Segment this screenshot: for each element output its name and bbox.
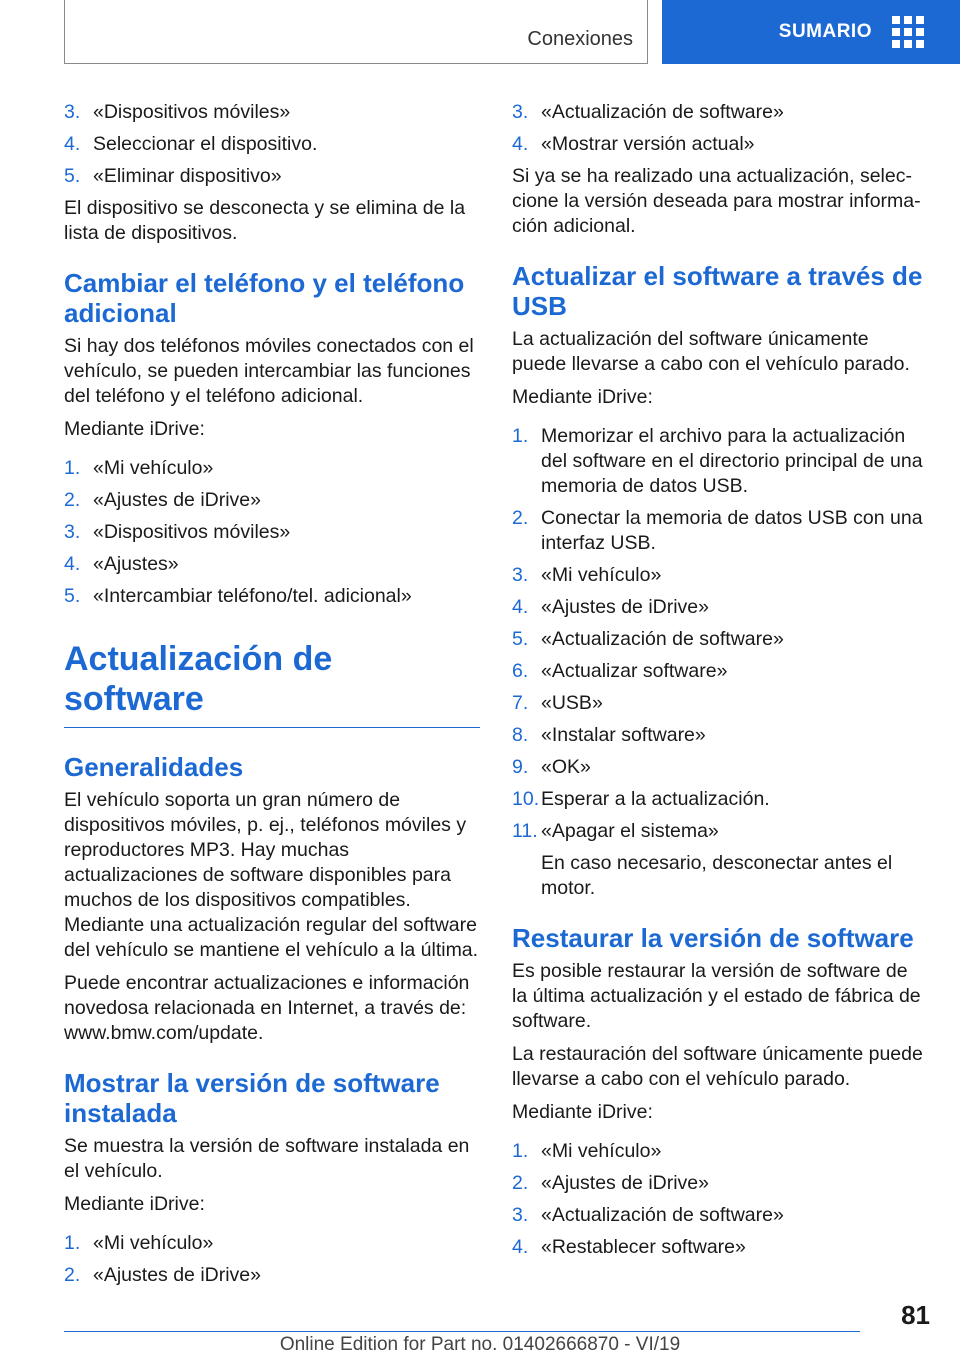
step-text: Conectar la memoria de datos USB con una interfaz USB. bbox=[541, 507, 923, 554]
step-text: Seleccionar el dispositivo. bbox=[93, 133, 318, 155]
step-number: 3. bbox=[64, 521, 81, 543]
left-column bbox=[64, 100, 480, 1295]
step-number: 11. bbox=[512, 820, 538, 842]
paragraph: La actualización del software únicamente puede llevarse a cabo con el vehículo parado. bbox=[512, 328, 910, 375]
list-item bbox=[64, 488, 480, 513]
paragraph: Mediante iDrive: bbox=[64, 418, 205, 440]
step-text: «Actualización de software» bbox=[541, 1204, 784, 1226]
list-item bbox=[512, 723, 928, 748]
step-text: «Dispositivos móviles» bbox=[93, 101, 291, 123]
sumario-label: SUMARIO bbox=[778, 21, 872, 42]
list-item bbox=[512, 627, 928, 652]
heading-mostrar-version: Mostrar la versión de software instalada bbox=[64, 1068, 440, 1128]
step-text: Memorizar el archivo para la actualización del software en el directorio principal de una memoria de datos USB. bbox=[541, 425, 923, 497]
step-number: 4. bbox=[64, 553, 81, 575]
list-item bbox=[512, 100, 928, 125]
step-number: 1. bbox=[64, 457, 81, 479]
paragraph: Si ya se ha realizado una actualización, seleccione la versión deseada para mostrar información adicional. bbox=[512, 165, 921, 237]
list-item bbox=[512, 1235, 928, 1260]
step-number: 7. bbox=[512, 692, 529, 714]
paragraph: Mediante iDrive: bbox=[512, 1101, 653, 1123]
step-text: «Restablecer software» bbox=[541, 1236, 746, 1258]
header-section-box bbox=[64, 0, 648, 64]
list-item bbox=[64, 132, 480, 157]
step-number: 5. bbox=[512, 628, 529, 650]
step-text: «Mi vehículo» bbox=[93, 1232, 214, 1254]
step-number: 4. bbox=[512, 1236, 529, 1258]
list-item bbox=[64, 552, 480, 577]
step-number: 4. bbox=[512, 133, 529, 155]
step-text: «Ajustes» bbox=[93, 553, 179, 575]
step-number: 4. bbox=[512, 596, 529, 618]
step-number: 6. bbox=[512, 660, 529, 682]
list-item bbox=[512, 787, 928, 812]
list-item bbox=[512, 1203, 928, 1228]
step-text: «Mostrar versión actual» bbox=[541, 133, 755, 155]
list-item bbox=[64, 1231, 480, 1256]
page-number: 81 bbox=[901, 1300, 930, 1330]
step-text: «Ajustes de iDrive» bbox=[541, 1172, 709, 1194]
list-item bbox=[512, 563, 928, 588]
list-item bbox=[64, 520, 480, 545]
list-item bbox=[512, 132, 928, 157]
heading-actualizar-usb: Actualizar el software a través de USB bbox=[512, 261, 923, 321]
sumario-button[interactable] bbox=[662, 0, 960, 64]
step-text: «Actualizar software» bbox=[541, 660, 728, 682]
list-item bbox=[64, 164, 480, 189]
step-number: 3. bbox=[512, 1204, 529, 1226]
list-item bbox=[64, 456, 480, 481]
step-text: «OK» bbox=[541, 756, 591, 778]
list-item bbox=[512, 819, 928, 844]
step-text: «Dispositivos móviles» bbox=[93, 521, 291, 543]
step-text: Esperar a la actualización. bbox=[541, 788, 770, 810]
step-text: «Ajustes de iDrive» bbox=[93, 489, 261, 511]
step-number: 1. bbox=[512, 1140, 529, 1162]
list-item bbox=[64, 100, 480, 125]
list-item bbox=[512, 506, 928, 556]
paragraph: Mediante iDrive: bbox=[512, 386, 653, 408]
step-number: 1. bbox=[512, 425, 529, 447]
step-number: 9. bbox=[512, 756, 529, 778]
step-text: «Actualización de software» bbox=[541, 628, 784, 650]
step-text: «Mi vehículo» bbox=[93, 457, 214, 479]
step-number: 8. bbox=[512, 724, 529, 746]
step-text: «Instalar software» bbox=[541, 724, 706, 746]
step-number: 1. bbox=[64, 1232, 81, 1254]
grid-menu-icon bbox=[892, 16, 924, 48]
list-item bbox=[512, 755, 928, 780]
paragraph: El vehículo soporta un gran número de dispositivos móviles, p. ej., teléfonos móviles y reproductores MP3. Hay muchas actualizaciones de software disponibles para muchos de los dispositivos compatibles. Mediante una actualización regular del software del vehículo se mantiene el vehículo a la última. bbox=[64, 789, 479, 961]
paragraph: El dispositivo se desconecta y se elimina de la lista de dispositivos. bbox=[64, 197, 466, 244]
step-number: 5. bbox=[64, 585, 81, 607]
step-text: «Actualización de software» bbox=[541, 101, 784, 123]
step-number: 2. bbox=[64, 1264, 81, 1286]
list-item bbox=[64, 584, 480, 609]
heading-actualizacion-software: Actualización de software bbox=[64, 639, 480, 728]
step-note: En caso necesario, desconectar antes el motor. bbox=[541, 852, 893, 899]
heading-cambiar-telefono: Cambiar el teléfono y el teléfono adicional bbox=[64, 268, 465, 328]
footer-divider bbox=[64, 1331, 860, 1332]
list-item bbox=[64, 1263, 480, 1288]
step-number: 5. bbox=[64, 165, 81, 187]
step-number: 10. bbox=[512, 788, 540, 810]
step-text: «USB» bbox=[541, 692, 603, 714]
list-item bbox=[512, 659, 928, 684]
list-item bbox=[512, 595, 928, 620]
step-text: «Ajustes de iDrive» bbox=[541, 596, 709, 618]
paragraph: Se muestra la versión de software instalada en el vehículo. bbox=[64, 1135, 470, 1182]
step-text: «Ajustes de iDrive» bbox=[93, 1264, 261, 1286]
step-text: «Eliminar dispositivo» bbox=[93, 165, 282, 187]
paragraph: Si hay dos teléfonos móviles conectados con el vehículo, se pueden intercambiar las funciones del teléfono y el teléfono adicional. bbox=[64, 335, 474, 407]
section-title: Conexiones bbox=[527, 28, 633, 50]
step-text: «Mi vehículo» bbox=[541, 1140, 662, 1162]
step-number: 3. bbox=[512, 564, 529, 586]
step-text: «Intercambiar teléfono/tel. adicional» bbox=[93, 585, 412, 607]
step-number: 2. bbox=[512, 1172, 529, 1194]
paragraph: La restauración del software únicamente puede llevarse a cabo con el vehículo parado. bbox=[512, 1043, 923, 1090]
list-item bbox=[512, 691, 928, 716]
step-number: 3. bbox=[512, 101, 529, 123]
list-item bbox=[512, 1139, 928, 1164]
paragraph: Puede encontrar actualizaciones e información novedosa relacionada en Internet, a través de: www.bmw.com/update. bbox=[64, 972, 470, 1044]
list-item bbox=[512, 1171, 928, 1196]
step-number: 2. bbox=[512, 507, 529, 529]
footer-edition: Online Edition for Part no. 01402666870 - VI/19 bbox=[279, 1334, 681, 1355]
step-text: «Mi vehículo» bbox=[541, 564, 662, 586]
heading-restaurar-version: Restaurar la versión de software bbox=[512, 923, 914, 953]
step-number: 2. bbox=[64, 489, 81, 511]
paragraph: Mediante iDrive: bbox=[64, 1193, 205, 1215]
heading-generalidades: Generalidades bbox=[64, 752, 244, 782]
step-number: 4. bbox=[64, 133, 81, 155]
step-number: 3. bbox=[64, 101, 81, 123]
paragraph: Es posible restaurar la versión de software de la última actualización y el estado de fábrica de software. bbox=[512, 960, 921, 1032]
list-item bbox=[512, 424, 928, 499]
step-text: «Apagar el sistema» bbox=[541, 820, 719, 842]
right-column bbox=[512, 100, 928, 1267]
